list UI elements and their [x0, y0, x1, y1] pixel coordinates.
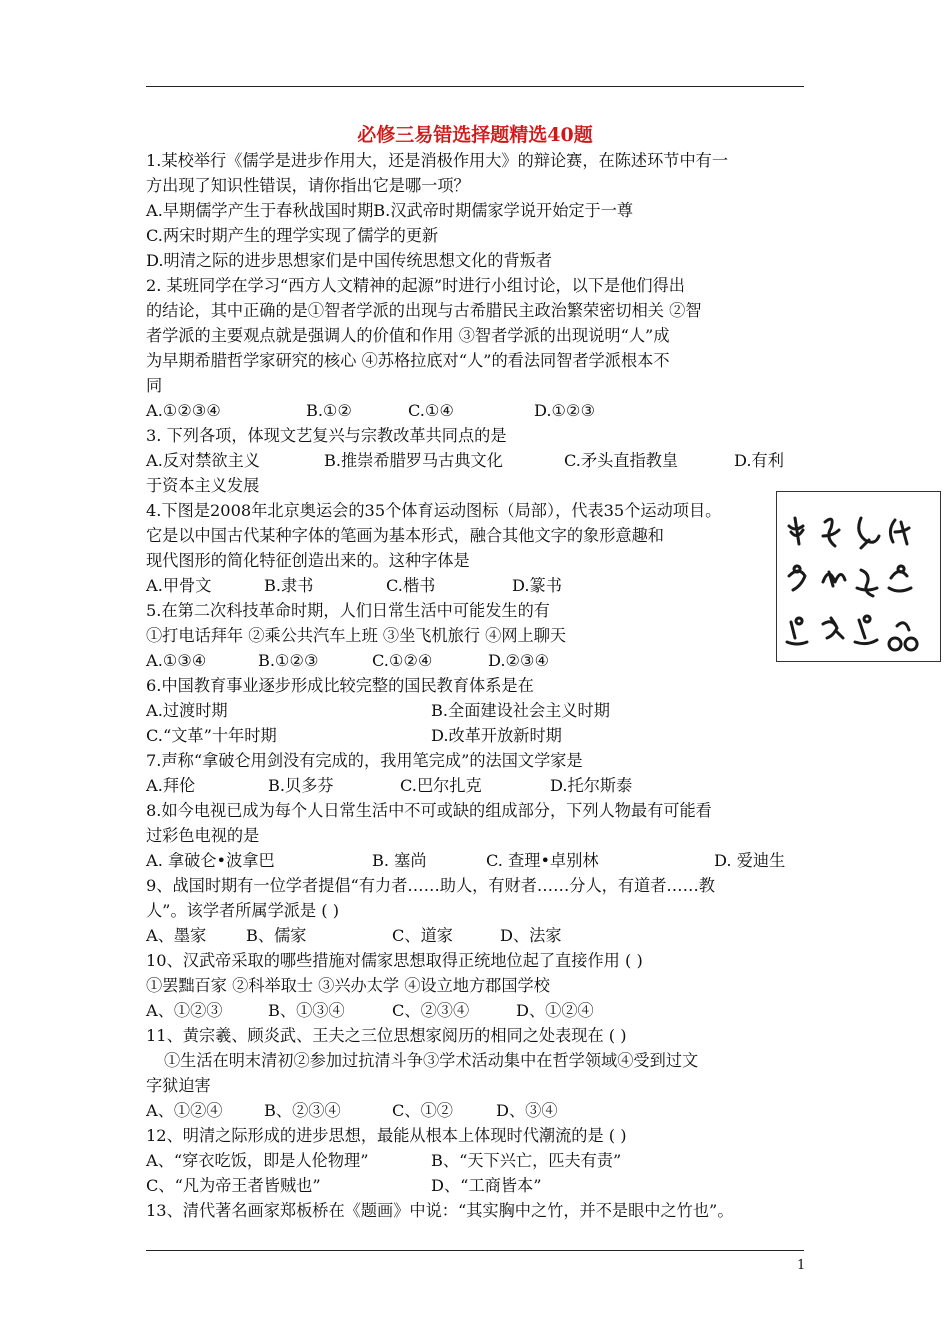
- options-line: [146, 723, 806, 748]
- olympic-pictograms-icon: [777, 492, 940, 661]
- question-line: 11、黄宗羲、顾炎武、王夫之三位思想家阅历的相同之处表现在 ( ): [146, 1026, 627, 1045]
- answer-option: C.矛头直指教皇: [564, 451, 679, 470]
- answer-option: A、①②③: [146, 1001, 223, 1020]
- options-line: [146, 648, 806, 673]
- answer-option: B.隶书: [264, 576, 314, 595]
- answer-option: B.全面建设社会主义时期: [431, 701, 610, 720]
- question-line: ①罢黜百家 ②科举取士 ③兴办太学 ④设立地方郡国学校: [146, 976, 550, 995]
- answer-option: D.有利: [734, 451, 784, 470]
- question-line: 5.在第二次科技革命时期，人们日常生活中可能发生的有: [146, 601, 550, 620]
- question-list: [146, 148, 806, 1223]
- answer-option: B、②③④: [264, 1101, 341, 1120]
- question-line: 8.如今电视已成为每个人日常生活中不可或缺的组成部分，下列人物最有可能看: [146, 801, 712, 820]
- question-line: A.早期儒学产生于春秋战国时期B.汉武帝时期儒家学说开始定于一尊: [146, 201, 634, 220]
- options-line: [146, 923, 806, 948]
- answer-option: C.“文革”十年时期: [146, 726, 277, 745]
- question-line: 方出现了知识性错误，请你指出它是哪一项？: [146, 176, 470, 195]
- question-line: 4.下图是2008年北京奥运会的35个体育运动图标（局部），代表35个运动项目。: [146, 501, 722, 520]
- answer-option: B.推崇希腊罗马古典文化: [324, 451, 503, 470]
- question-line: 它是以中国古代某种字体的笔画为基本形式，融合其他文字的象形意趣和: [146, 526, 664, 545]
- options-line: [146, 573, 806, 598]
- question-line: 的结论，其中正确的是①智者学派的出现与古希腊民主政治繁荣密切相关 ②智: [146, 301, 702, 320]
- answer-option: D.②③④: [488, 651, 550, 670]
- question-line: 过彩色电视的是: [146, 826, 260, 845]
- question-line: 字狱迫害: [146, 1076, 211, 1095]
- answer-option: A.①③④: [146, 651, 207, 670]
- answer-option: D、法家: [500, 926, 562, 945]
- answer-option: B、“天下兴亡，匹夫有责”: [431, 1151, 622, 1170]
- question-line: 为早期希腊哲学家研究的核心 ④苏格拉底对“人”的看法同智者学派根本不: [146, 351, 670, 370]
- answer-option: B.①②③: [258, 651, 319, 670]
- header-rule: [146, 86, 804, 87]
- question-line: 2. 某班同学在学习“西方人文精神的起源”时进行小组讨论，以下是他们得出: [146, 276, 685, 295]
- answer-option: D.托尔斯泰: [550, 776, 633, 795]
- question-line: 现代图形的简化特征创造出来的。这种字体是: [146, 551, 470, 570]
- answer-option: C.巴尔扎克: [400, 776, 482, 795]
- question-line: 同: [146, 376, 163, 395]
- answer-option: D、③④: [496, 1101, 558, 1120]
- question-line: C.两宋时期产生的理学实现了儒学的更新: [146, 226, 439, 245]
- question-line: 1.某校举行《儒学是进步作用大，还是消极作用大》的辩论赛，在陈述环节中有一: [146, 151, 729, 170]
- page-title: 必修三易错选择题精选40题: [357, 124, 593, 146]
- options-line: [146, 848, 806, 873]
- question-line: D.明清之际的进步思想家们是中国传统思想文化的背叛者: [146, 251, 553, 270]
- answer-option: A.过渡时期: [146, 701, 228, 720]
- options-line: [146, 398, 806, 423]
- answer-option: A、墨家: [146, 926, 207, 945]
- question-line: 10、汉武帝采取的哪些措施对儒家思想取得正统地位起了直接作用 ( ): [146, 951, 643, 970]
- answer-option: D.篆书: [512, 576, 562, 595]
- question-line: ①打电话拜年 ②乘公共汽车上班 ③坐飞机旅行 ④网上聊天: [146, 626, 567, 645]
- answer-option: A. 拿破仑•波拿巴: [146, 851, 275, 870]
- answer-option: D.①②③: [534, 401, 596, 420]
- answer-option: C.①②④: [372, 651, 433, 670]
- options-line: [146, 448, 806, 473]
- answer-option: B.贝多芬: [268, 776, 334, 795]
- answer-option: A.①②③④: [146, 401, 221, 420]
- footer-rule: [146, 1250, 804, 1251]
- options-line: [146, 998, 806, 1023]
- answer-option: C. 查理•卓别林: [486, 851, 599, 870]
- answer-option: D. 爱迪生: [714, 851, 786, 870]
- question-line: 于资本主义发展: [146, 476, 260, 495]
- page-number: 1: [797, 1258, 806, 1273]
- options-line: [146, 698, 806, 723]
- answer-option: A.甲骨文: [146, 576, 212, 595]
- answer-option: C、①②: [392, 1101, 453, 1120]
- answer-option: C.①④: [408, 401, 454, 420]
- answer-option: C、②③④: [392, 1001, 470, 1020]
- question-line: 人”。该学者所属学派是 ( ): [146, 901, 340, 920]
- options-line: [146, 1098, 806, 1123]
- answer-option: B.①②: [306, 401, 353, 420]
- answer-option: A.拜伦: [146, 776, 196, 795]
- answer-option: D、“工商皆本”: [431, 1176, 542, 1195]
- answer-option: A、①②④: [146, 1101, 223, 1120]
- question-line: 7.声称“拿破仑用剑没有完成的，我用笔完成”的法国文学家是: [146, 751, 583, 770]
- question-line: 9、战国时期有一位学者提倡“有力者……助人，有财者……分人，有道者……教: [146, 876, 715, 895]
- options-line: [146, 773, 806, 798]
- answer-option: C、“凡为帝王者皆贼也”: [146, 1176, 321, 1195]
- question-line: 6.中国教育事业逐步形成比较完整的国民教育体系是在: [146, 676, 534, 695]
- answer-option: D、①②④: [516, 1001, 594, 1020]
- options-line: [146, 1173, 806, 1198]
- answer-option: B. 塞尚: [372, 851, 427, 870]
- answer-option: D.改革开放新时期: [431, 726, 562, 745]
- options-line: [146, 1148, 806, 1173]
- olympic-pictograms-figure: [776, 491, 941, 662]
- answer-option: C、道家: [392, 926, 453, 945]
- question-line: 者学派的主要观点就是强调人的价值和作用 ③智者学派的出现说明“人”成: [146, 326, 670, 345]
- question-line: 12、明清之际形成的进步思想，最能从根本上体现时代潮流的是 ( ): [146, 1126, 627, 1145]
- question-line: 3. 下列各项，体现文艺复兴与宗教改革共同点的是: [146, 426, 507, 445]
- answer-option: A.反对禁欲主义: [146, 451, 260, 470]
- answer-option: B、儒家: [246, 926, 307, 945]
- answer-option: A、“穿衣吃饭，即是人伦物理”: [146, 1151, 369, 1170]
- question-line: 13、清代著名画家郑板桥在《题画》中说：“其实胸中之竹，并不是眼中之竹也”。: [146, 1201, 734, 1220]
- question-line: ①生活在明末清初②参加过抗清斗争③学术活动集中在哲学领域④受到过文: [164, 1051, 699, 1070]
- answer-option: B、①③④: [268, 1001, 345, 1020]
- answer-option: C.楷书: [386, 576, 436, 595]
